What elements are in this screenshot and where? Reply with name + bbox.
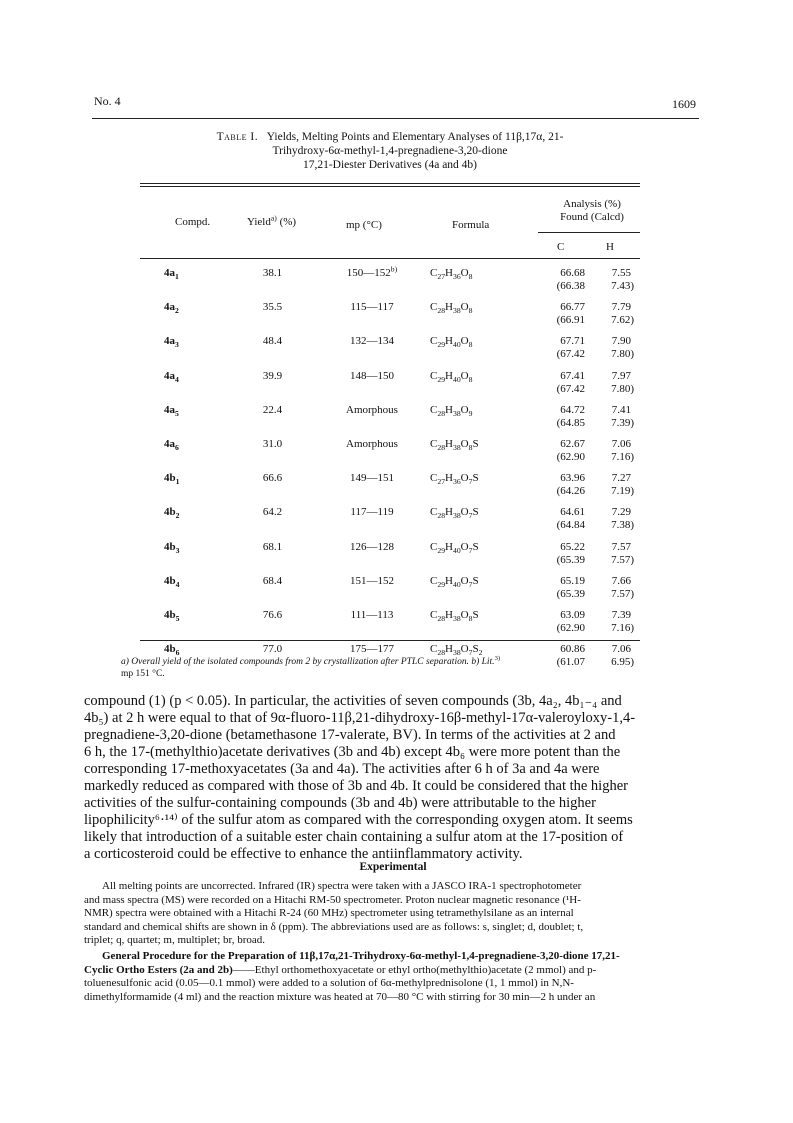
- row-found-c: 60.86: [560, 643, 585, 656]
- table-top-rule: [140, 183, 640, 184]
- row-yield: 66.6: [262, 472, 283, 485]
- row-found-c: 63.09: [560, 609, 585, 621]
- row-formula: $C_{29}H_{40}O_8$: [430, 335, 473, 350]
- row-calcd-c: (64.26: [556, 485, 585, 498]
- col-mp: mp (°C): [346, 219, 382, 231]
- row-found-h: 7.06: [611, 643, 631, 656]
- row-formula: $C_{28}H_{38}O_8$: [430, 301, 473, 316]
- row-found-h: 7.41: [611, 403, 631, 416]
- table-header-rule: [140, 258, 640, 259]
- row-calcd-h: 7.16): [611, 622, 634, 634]
- row-calcd-c: (66.91: [556, 314, 585, 327]
- row-formula: $C_{28}H_{38}O_9$: [430, 403, 473, 418]
- row-calcd-h: 7.16): [611, 451, 634, 463]
- procedure-title: General Procedure for the Preparation of 11β,17α,21-Trihydroxy-6α-methyl-1,4-pregnadiene-3,20-dione 17,21-: [102, 950, 620, 962]
- row-yield: 76.6: [262, 609, 283, 621]
- row-found-c: 65.22: [560, 540, 585, 553]
- row-compound: $4a_5$: [164, 403, 179, 418]
- row-mp: 148—150: [350, 369, 394, 382]
- row-calcd-h: 7.43): [611, 280, 634, 292]
- analysis-subrule: [538, 232, 640, 233]
- table-footnote: [121, 656, 701, 680]
- row-calcd-h: 7.19): [611, 485, 634, 498]
- row-yield: 68.1: [262, 540, 283, 553]
- row-found-c: 63.96: [560, 472, 585, 485]
- row-found-h: 7.29: [611, 506, 631, 519]
- table-caption: [140, 130, 640, 172]
- row-found-c: 67.71: [560, 335, 585, 348]
- row-found-h: 7.27: [611, 472, 631, 485]
- col-yield-footnote: a): [270, 213, 277, 223]
- row-calcd-h: 7.57): [611, 553, 634, 566]
- row-mp: 115—117: [350, 301, 394, 314]
- row-found-c: 65.19: [560, 574, 585, 587]
- row-formula: $C_{28}H_{38}O_7S$: [430, 506, 479, 521]
- col-yield-unit: (%): [279, 216, 297, 228]
- row-formula: $C_{29}H_{40}O_7S$: [430, 574, 479, 589]
- row-yield: 77.0: [262, 643, 283, 656]
- row-compound: $4b_1$: [164, 472, 180, 487]
- row-mp: 117—119: [350, 506, 394, 519]
- col-found-calcd: Found (Calcd): [560, 211, 624, 223]
- header-rule: [92, 118, 699, 119]
- body-paragraph: [84, 693, 702, 863]
- row-mp: 149—151: [350, 472, 394, 485]
- experimental-line: triplet; q, quartet; m, multiplet; br, broad.: [84, 934, 266, 946]
- row-formula: $C_{27}H_{36}O_8$: [430, 267, 473, 282]
- caption-line-2: Trihydroxy-6α-methyl-1,4-pregnadiene-3,20-dione: [272, 145, 508, 157]
- row-found-h: 7.79: [611, 301, 631, 314]
- col-yield: [247, 213, 297, 228]
- experimental-line: All melting points are uncorrected. Infrared (IR) spectra were taken with a JASCO IRA-1 spectrophotometer: [102, 880, 582, 892]
- row-mp: 126—128: [350, 540, 394, 553]
- body-line: 6 h, the 17-(methylthio)acetate derivatives (3b and 4b) except 4b₆ were more potent than the: [84, 744, 621, 760]
- row-yield: 68.4: [262, 574, 283, 587]
- row-yield: 39.9: [262, 369, 283, 382]
- body-line: markedly reduced as compared with those of 3b and 4b. It could be considered that the higher: [84, 778, 628, 794]
- experimental-line: and mass spectra (MS) were recorded on a Hitachi RM-50 spectrometer. Proton nuclear magnetic resonance (¹H-: [84, 893, 581, 906]
- row-formula: $C_{29}H_{40}O_8$: [430, 369, 473, 384]
- row-formula: $C_{28}H_{38}O_7S_2$: [430, 643, 483, 658]
- row-yield: 31.0: [262, 438, 283, 450]
- row-found-c: 64.72: [560, 403, 585, 416]
- row-yield: 22.4: [262, 403, 283, 416]
- table-label: Table I.: [216, 131, 259, 143]
- row-found-c: 66.77: [560, 301, 585, 314]
- col-analysis: Analysis (%): [563, 198, 621, 210]
- row-calcd-c: (62.90: [556, 451, 585, 463]
- row-compound: $4b_3$: [164, 540, 180, 555]
- procedure-text-3: dimethylformamide (4 ml) and the reaction mixture was heated at 70—80 °C with stirring for 30 min—2 h under an: [84, 990, 596, 1003]
- table-bottom-rule: [140, 640, 640, 641]
- row-calcd-c: (62.90: [556, 622, 585, 634]
- row-found-c: 64.61: [560, 506, 585, 519]
- row-mp: 151—152: [350, 574, 394, 587]
- row-mp: 175—177: [350, 643, 394, 656]
- experimental-line: NMR) spectra were obtained with a Hitachi R-24 (60 MHz) spectrometer using tetramethylsilane as an internal: [84, 907, 574, 919]
- row-compound: $4a_3$: [164, 335, 179, 350]
- footnote-line-2: mp 151 °C.: [121, 669, 165, 679]
- row-formula: $C_{29}H_{40}O_7S$: [430, 540, 479, 555]
- row-formula: $C_{28}H_{38}O_8S$: [430, 438, 479, 453]
- footnote-line-1: [121, 656, 701, 668]
- body-line: likely that introduction of a suitable ester chain containing a sulfur atom at the 17-position of: [84, 829, 624, 845]
- row-yield: 35.5: [262, 301, 283, 314]
- row-found-h: 7.55: [611, 267, 631, 279]
- row-compound: $4b_2$: [164, 506, 180, 521]
- row-yield: 64.2: [262, 506, 283, 519]
- row-calcd-c: (67.42: [556, 348, 585, 361]
- row-compound: $4b_5$: [164, 609, 180, 624]
- section-title-experimental: Experimental: [359, 861, 427, 873]
- col-formula: Formula: [452, 219, 490, 231]
- col-compd: Compd.: [175, 216, 211, 228]
- row-found-c: 66.68: [560, 267, 585, 279]
- row-calcd-h: 7.80): [611, 348, 634, 361]
- row-compound: $4a_1$: [164, 267, 179, 282]
- row-calcd-c: (61.07: [556, 656, 585, 669]
- row-calcd-h: 6.95): [611, 656, 634, 669]
- procedure-text-2: toluenesulfonic acid (0.05—0.1 mmol) were added to a solution of 6α-methylprednisolone (1, 1 mmol) in N,N-: [84, 977, 574, 989]
- row-yield: 48.4: [262, 335, 283, 348]
- row-found-h: 7.90: [611, 335, 631, 348]
- row-calcd-c: (65.39: [556, 587, 585, 600]
- row-compound: $4a_4$: [164, 369, 179, 384]
- body-line: activities of the sulfur-containing compounds (3b and 4b) were attributable to the higher: [84, 795, 596, 811]
- body-line: 4b₅) at 2 h were equal to that of 9α-fluoro-11β,21-dihydroxy-16β-methyl-17α-valeroyloxy-1,4-: [84, 710, 636, 726]
- row-yield: 38.1: [262, 267, 283, 279]
- row-calcd-c: (64.84: [556, 519, 585, 532]
- row-calcd-c: (65.39: [556, 553, 585, 566]
- table-top-rule-2: [140, 186, 640, 187]
- row-formula: $C_{27}H_{36}O_7S$: [430, 472, 479, 487]
- row-compound: $4a_2$: [164, 301, 179, 316]
- body-line: corresponding 17-methoxyacetates (3a and 4a). The activities after 6 h of 3a and 4a were: [84, 761, 600, 777]
- row-found-h: 7.66: [611, 574, 631, 587]
- row-found-h: 7.97: [611, 369, 631, 382]
- procedure-line-1: [84, 964, 702, 978]
- row-calcd-h: 7.38): [611, 519, 634, 532]
- experimental-line: standard and chemical shifts are shown in δ (ppm). The abbreviations used are as follows: s, singlet; d, doublet; t,: [84, 920, 584, 933]
- row-calcd-h: 7.80): [611, 382, 634, 395]
- procedure-title-line: [84, 950, 702, 964]
- procedure-text-1: ——Ethyl orthomethoxyacetate or ethyl ortho(methylthio)acetate (2 mmol) and p-: [232, 963, 597, 976]
- row-compound: $4b_6$: [164, 643, 180, 658]
- page-number: 1609: [672, 97, 696, 111]
- body-line: lipophilicity⁶·¹⁴⁾ of the sulfur atom as compared with the corresponding oxygen atom. It seems: [84, 812, 633, 828]
- row-formula: $C_{28}H_{38}O_8S$: [430, 609, 479, 624]
- row-mp: Amorphous: [346, 438, 398, 450]
- body-line: pregnadiene-3,20-dione (betamethasone 17-valerate, BV). In terms of the activities at 2 and: [84, 727, 616, 743]
- body-line: a corticosteroid could be effective to enhance the antiinflammatory activity.: [84, 846, 523, 862]
- row-compound: $4b_4$: [164, 574, 180, 589]
- row-calcd-c: (67.42: [556, 382, 585, 395]
- experimental-paragraph: [84, 880, 702, 948]
- row-found-h: 7.57: [611, 540, 631, 553]
- row-compound: $4a_6$: [164, 438, 179, 453]
- row-mp: 150—152$^{b)}$: [346, 264, 398, 279]
- body-line: compound (1) (p < 0.05). In particular, the activities of seven compounds (3b, 4a₂, 4b₁₋₄ and: [84, 693, 622, 709]
- col-yield-label: Yield: [247, 216, 271, 228]
- caption-line-1: Yields, Melting Points and Elementary Analyses of 11β,17α, 21-: [266, 131, 564, 143]
- row-calcd-c: (66.38: [556, 280, 585, 292]
- row-calcd-c: (64.85: [556, 416, 585, 429]
- col-c: C: [557, 241, 565, 253]
- footnote-text: a) Overall yield of the isolated compounds from 2 by crystallization after PTLC separation. b) Lit.: [121, 657, 495, 667]
- procedure-paragraph: [84, 950, 702, 1004]
- caption-line-3: 17,21-Diester Derivatives (4a and 4b): [302, 159, 478, 171]
- row-found-c: 62.67: [560, 438, 585, 450]
- row-calcd-h: 7.57): [611, 587, 634, 600]
- row-mp: Amorphous: [346, 403, 398, 416]
- col-h: H: [606, 241, 614, 253]
- row-mp: 111—113: [350, 609, 394, 621]
- journal-issue-number: No. 4: [94, 94, 121, 108]
- row-mp: 132—134: [350, 335, 394, 348]
- row-found-h: 7.39: [611, 609, 631, 621]
- row-calcd-h: 7.39): [611, 416, 634, 429]
- procedure-title-2: Cyclic Ortho Esters (2a and 2b): [84, 963, 233, 976]
- footnote-ref: 3): [494, 654, 501, 662]
- row-found-h: 7.06: [611, 438, 631, 450]
- row-found-c: 67.41: [560, 369, 585, 382]
- row-calcd-h: 7.62): [611, 314, 634, 327]
